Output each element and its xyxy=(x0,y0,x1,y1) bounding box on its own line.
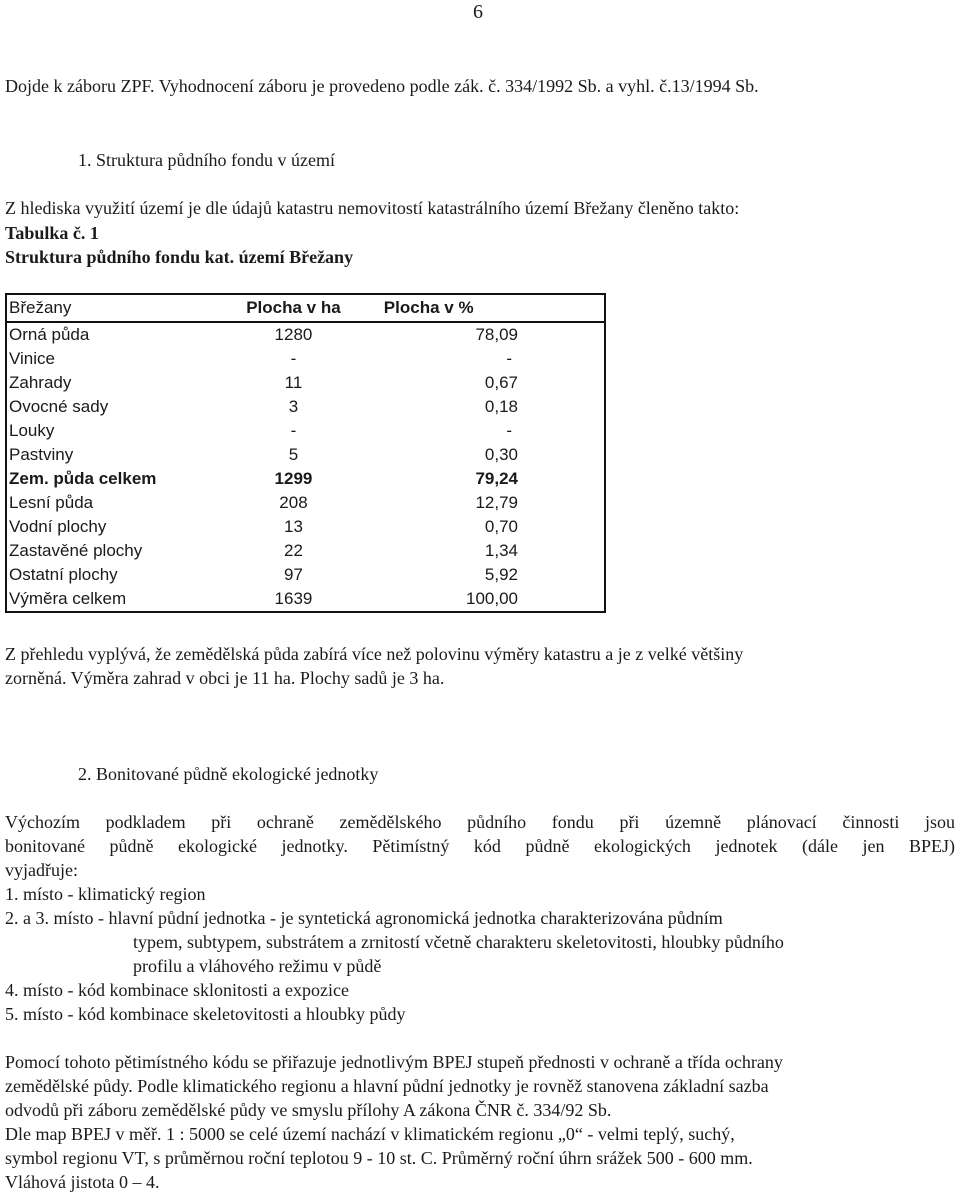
intro-line: Dojde k záboru ZPF. Vyhodnocení záboru je provedeno podle zák. č. 334/1992 Sb. a vyhl. č.13/1994 Sb. xyxy=(5,76,759,96)
header-cell-percent: Plocha v % xyxy=(383,298,474,317)
table-header-row xyxy=(6,294,605,322)
hectares-cell: 5 xyxy=(288,445,299,464)
section-2-heading: 2. Bonitované půdně ekologické jednotky xyxy=(78,764,379,784)
closing-line: odvodů při záboru zemědělské půdy ve smyslu přílohy A zákona ČNR č. 334/92 Sb. xyxy=(5,1100,612,1120)
percent-cell: 5,92 xyxy=(484,565,518,584)
list-item: 4. místo - kód kombinace sklonitosti a expozice xyxy=(5,980,349,1000)
closing-line: symbol regionu VT, s průměrnou roční teplotou 9 - 10 st. C. Průměrný roční úhrn srážek 500 - 600 mm. xyxy=(5,1148,753,1168)
section-1-text: Z hlediska využití území je dle údajů katastru nemovitostí katastrálního území Břežany členěno takto: xyxy=(5,198,740,218)
land-type-cell: Zastavěné plochy xyxy=(9,541,143,560)
table-row xyxy=(6,491,605,515)
table-row xyxy=(6,443,605,467)
hectares-cell: 208 xyxy=(279,493,308,512)
list-item: 1. místo - klimatický region xyxy=(5,884,206,904)
hectares-cell: 1639 xyxy=(274,589,313,608)
table-row xyxy=(6,371,605,395)
percent-cell: - xyxy=(506,349,512,368)
table-row-subtotal xyxy=(6,467,605,491)
percent-cell: 100,00 xyxy=(466,589,518,608)
hectares-cell: 11 xyxy=(284,373,303,392)
hectares-cell: 22 xyxy=(284,541,303,560)
page-number: 6 xyxy=(473,1,483,23)
table-row xyxy=(6,563,605,587)
percent-cell: 0,67 xyxy=(484,373,518,392)
land-type-cell: Lesní půda xyxy=(9,493,94,512)
summary-line: zorněná. Výměra zahrad v obci je 11 ha. Plochy sadů je 3 ha. xyxy=(5,668,445,688)
hectares-cell: 97 xyxy=(284,565,303,584)
section-2-line: vyjadřuje: xyxy=(5,860,78,880)
land-type-cell: Zem. půda celkem xyxy=(9,469,157,488)
table-row xyxy=(6,539,605,563)
land-type-cell: Orná půda xyxy=(9,325,90,344)
hectares-cell: 3 xyxy=(288,397,299,416)
section-2-line: bonitované půdně ekologické jednotky. Pětimístný kód půdně ekologických jednotek (dále jen BPEJ) xyxy=(5,836,955,856)
summary-line: Z přehledu vyplývá, že zemědělská půda zabírá více než polovinu výměry katastru a je z velké většiny xyxy=(5,644,744,664)
percent-cell: 79,24 xyxy=(475,469,518,488)
land-type-cell: Výměra celkem xyxy=(9,589,127,608)
hectares-cell: - xyxy=(290,349,297,368)
table-caption: Tabulka č. 1 xyxy=(5,223,99,243)
table-row xyxy=(6,322,605,347)
land-type-cell: Ostatní plochy xyxy=(9,565,118,584)
table-row xyxy=(6,395,605,419)
table-subtitle: Struktura půdního fondu kat. území Břežany xyxy=(5,247,354,267)
closing-line: Dle map BPEJ v měř. 1 : 5000 se celé území nachází v klimatickém regionu „0“ - velmi teplý, suchý, xyxy=(5,1124,735,1144)
table-row-total xyxy=(6,587,605,612)
percent-cell: 0,70 xyxy=(484,517,518,536)
header-cell-area-name: Břežany xyxy=(9,298,72,317)
percent-cell: 78,09 xyxy=(475,325,518,344)
hectares-cell: 1280 xyxy=(274,325,313,344)
hectares-cell: 13 xyxy=(284,517,303,536)
table-row xyxy=(6,419,605,443)
list-item-continuation: typem, subtypem, substrátem a zrnitostí včetně charakteru skeletovitosti, hloubky půdního xyxy=(133,932,784,952)
percent-cell: 1,34 xyxy=(484,541,518,560)
percent-cell: 12,79 xyxy=(475,493,518,512)
table-row xyxy=(6,347,605,371)
land-type-cell: Louky xyxy=(9,421,55,440)
closing-line: Vláhová jistota 0 – 4. xyxy=(5,1172,160,1192)
hectares-cell: 1299 xyxy=(274,469,313,488)
section-1-heading: 1. Struktura půdního fondu v území xyxy=(78,150,335,170)
section-2-line: Výchozím podkladem při ochraně zemědělského půdního fondu při územně plánovací činnosti jsou xyxy=(5,812,955,832)
land-type-cell: Zahrady xyxy=(9,373,72,392)
land-type-cell: Vinice xyxy=(9,349,55,368)
land-type-cell: Pastviny xyxy=(9,445,74,464)
percent-cell: - xyxy=(506,421,512,440)
hectares-cell: - xyxy=(290,421,297,440)
closing-line: zemědělské půdy. Podle klimatického regionu a hlavní půdní jednotky je rovněž stanovena základní sazba xyxy=(5,1076,769,1096)
land-structure-table xyxy=(5,293,606,613)
land-type-cell: Vodní plochy xyxy=(9,517,107,536)
list-item: 5. místo - kód kombinace skeletovitosti a hloubky půdy xyxy=(5,1004,406,1024)
land-type-cell: Ovocné sady xyxy=(9,397,109,416)
closing-line: Pomocí tohoto pětimístného kódu se přiřazuje jednotlivým BPEJ stupeň přednosti v ochraně a třída ochrany xyxy=(5,1052,783,1072)
percent-cell: 0,30 xyxy=(484,445,518,464)
percent-cell: 0,18 xyxy=(484,397,518,416)
list-item-continuation: profilu a vláhového režimu v půdě xyxy=(133,956,382,976)
table-row xyxy=(6,515,605,539)
list-item: 2. a 3. místo - hlavní půdní jednotka - je syntetická agronomická jednotka charakterizována půdním xyxy=(5,908,723,928)
header-cell-hectares: Plocha v ha xyxy=(246,298,341,317)
